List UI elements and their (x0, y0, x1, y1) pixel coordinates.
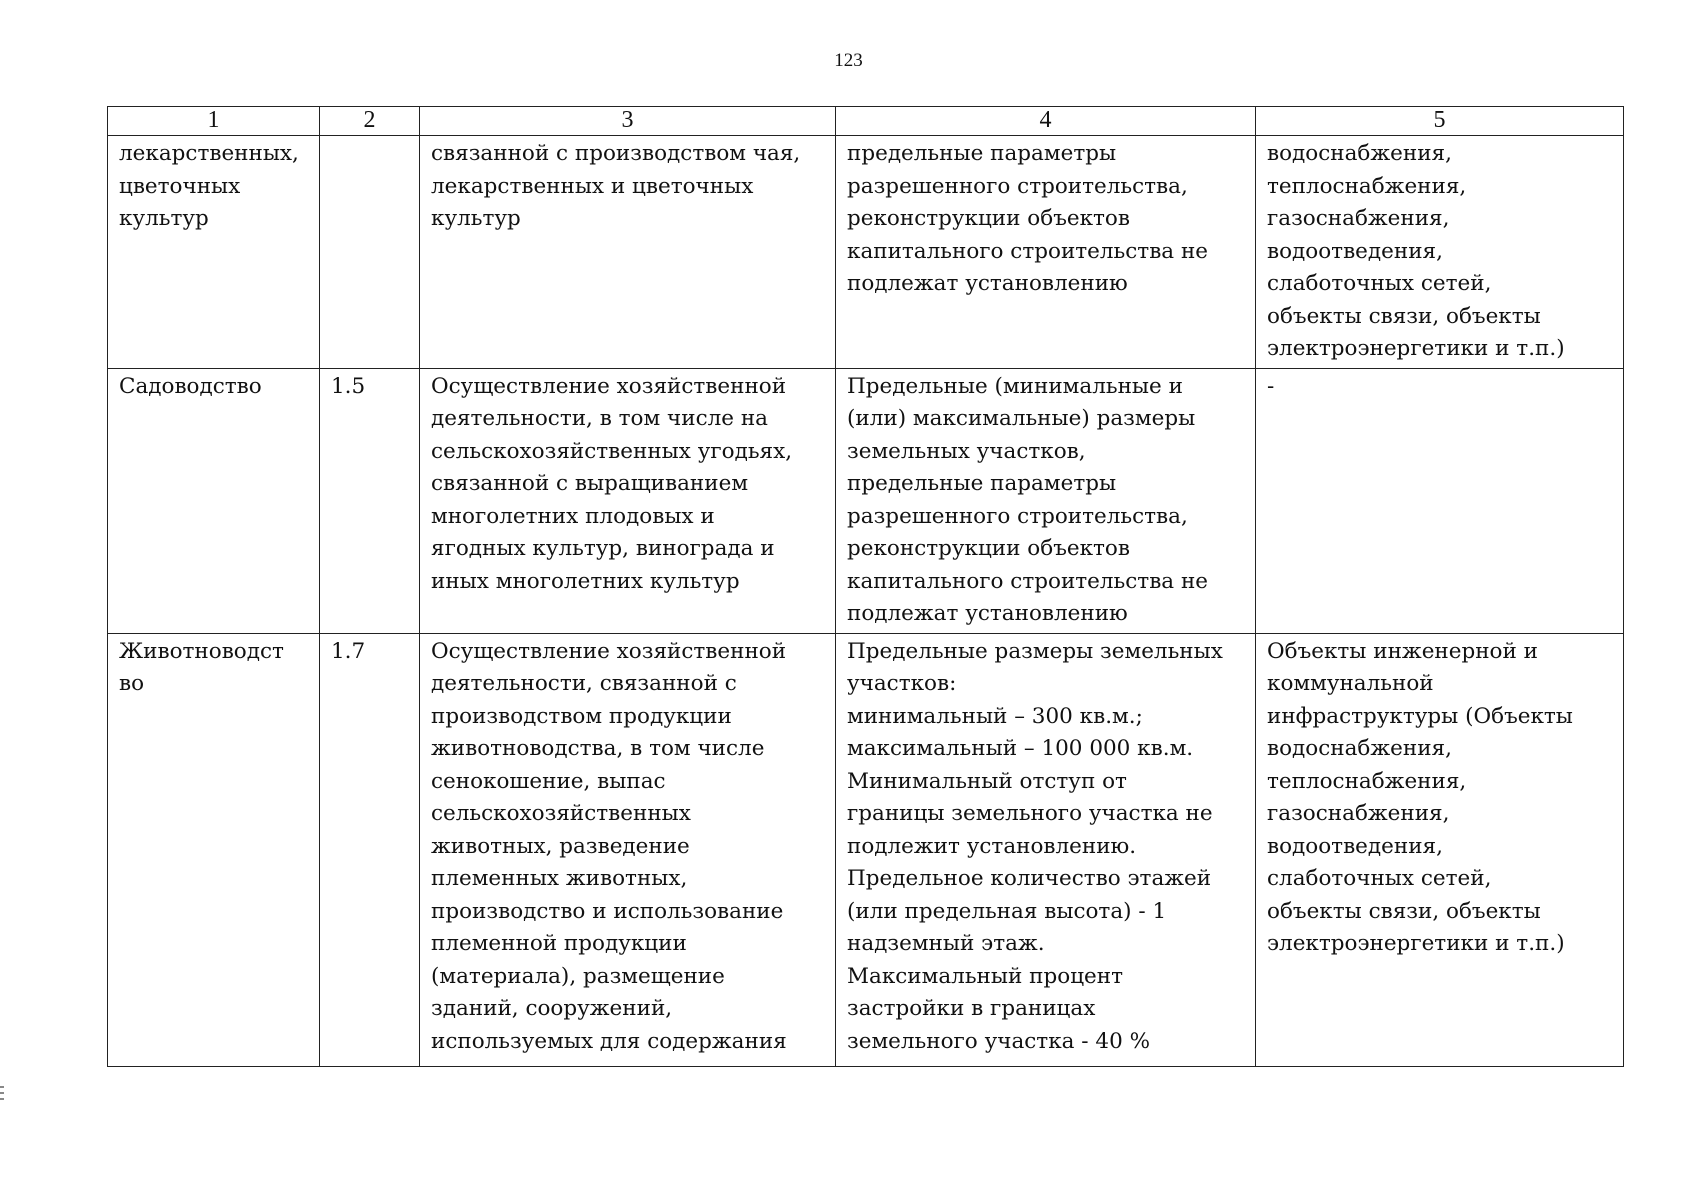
column-header-5: 5 (1256, 107, 1624, 136)
use-type-description: связанной с производством чая, лекарственных и цветочных культур (431, 141, 801, 231)
use-type-code-cell (320, 136, 420, 369)
table-row (108, 368, 1624, 633)
use-type-name: Животноводст во (119, 638, 284, 696)
parameters-cell (836, 633, 1256, 1066)
column-header-4: 4 (836, 107, 1256, 136)
use-type-description-cell (420, 368, 836, 633)
column-header-1: 1 (108, 107, 320, 136)
objects-text: Объекты инженерной и коммунальной инфраструктуры (Объекты водоснабжения, теплоснабжения, газоснабжения, водоотведения, слаботочных сетей, объекты связи, объекты электроэнергетики и т.п.) (1267, 638, 1573, 956)
scan-margin-mark (0, 1086, 4, 1088)
parameters-text: Предельные (минимальные и (или) максимальные) размеры земельных участков, предельные параметры разрешенного строительства, реконструкции объектов капитального строительства не подлежат установлению (847, 373, 1209, 626)
use-type-code-cell (320, 368, 420, 633)
table-row (108, 136, 1624, 369)
objects-cell (1256, 136, 1624, 369)
use-type-code: 1.7 (331, 638, 366, 664)
use-type-description-cell (420, 136, 836, 369)
objects-cell (1256, 368, 1624, 633)
use-type-name: Садоводство (119, 373, 262, 399)
land-use-table (107, 106, 1624, 1067)
parameters-text: Предельные размеры земельных участков: минимальный – 300 кв.м.; максимальный – 100 000 кв.м. Минимальный отступ от границы земельного участка не подлежит установлению. Предельное количество этажей (или предельная высота) - 1 надземный этаж. Максимальный процент застройки в границах земельного участка - 40 % (847, 638, 1223, 1054)
table-row (108, 633, 1624, 1066)
objects-text: водоснабжения, теплоснабжения, газоснабжения, водоотведения, слаботочных сетей, объекты связи, объекты электроэнергетики и т.п.) (1267, 141, 1565, 361)
parameters-cell (836, 368, 1256, 633)
column-header-2: 2 (320, 107, 420, 136)
parameters-text: предельные параметры разрешенного строительства, реконструкции объектов капитального строительства не подлежат установлению (847, 141, 1209, 296)
use-type-code: 1.5 (331, 373, 366, 399)
use-type-description-cell (420, 633, 836, 1066)
use-type-name-cell (108, 136, 320, 369)
objects-text: - (1267, 373, 1275, 399)
use-type-name-cell (108, 368, 320, 633)
use-type-name: лекарственных, цветочных культур (119, 141, 299, 231)
use-type-name-cell (108, 633, 320, 1066)
page-number: 123 (834, 50, 863, 71)
use-type-description: Осуществление хозяйственной деятельности, связанной с производством продукции животноводства, в том числе сенокошение, выпас сельскохозяйственных животных, разведение племенных животных, производство и использование племенной продукции (материала), размещение зданий, сооружений, используемых для содержания (431, 638, 787, 1054)
header-row (108, 107, 1624, 136)
use-type-code-cell (320, 633, 420, 1066)
column-header-3: 3 (420, 107, 836, 136)
parameters-cell (836, 136, 1256, 369)
scan-margin-mark (0, 1092, 4, 1094)
use-type-description: Осуществление хозяйственной деятельности, в том числе на сельскохозяйственных угодьях, связанной с выращиванием многолетних плодовых и ягодных культур, винограда и иных многолетних культур (431, 373, 793, 594)
objects-cell (1256, 633, 1624, 1066)
scan-margin-mark (0, 1098, 4, 1100)
